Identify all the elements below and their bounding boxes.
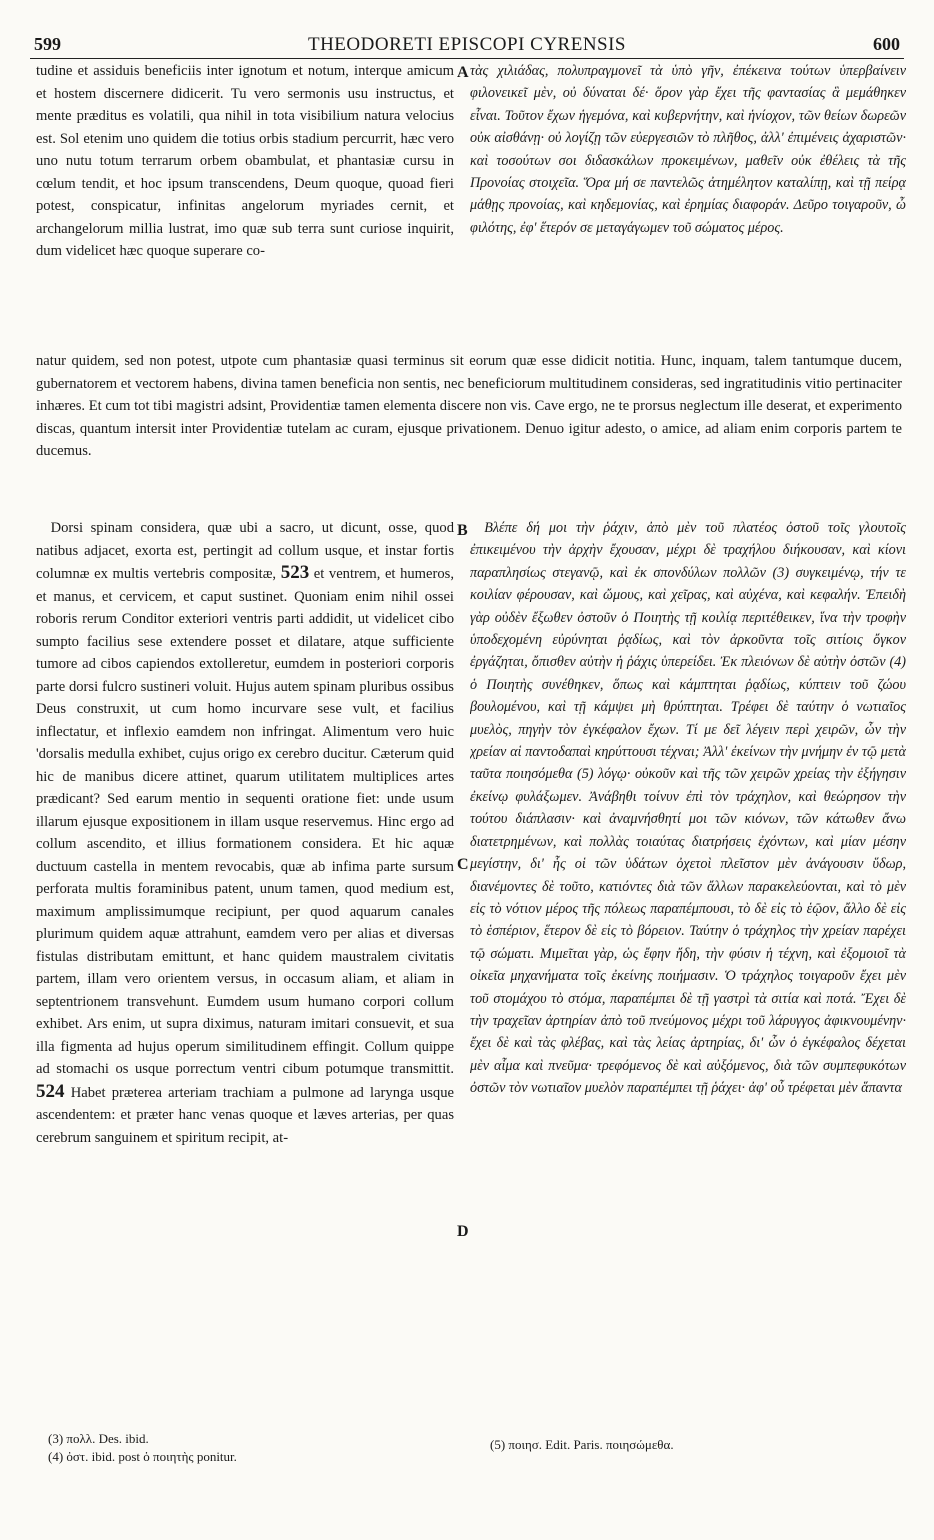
latin-text: et ventrem, et humeros, et manus, et cervicem, et caput sustinet. Quoniam enim nihil ossei roboris rerum Conditor exteriori ventris parti addidit, ut videlicet cibo sumpto facilius sese extendere posset et dilatare, atque sufficiente tumore ad cibos capiendos extolleretur, eumdem in posteriori corporis parte dorsi fulcro sustineri voluit. Hujus autem spinam pluribus ossibus Deus construxit, ut cum homo incurvare sese vult, et facilius inflectatur, et inflexio eamdem non infringat. Alimentum vero huic 'dorsalis medulla exhibet, cujus origo ex cerebro ducitur. Cæterum quid hic de manibus dicere attinet, quarum utilitatem multiplices artes prædicant? Sed earum mentio in sequenti oratione fiet: unde usum illarum ejusque expositionem in illam usque reservemus. Hinc ergo ad collum ascendito, et illius formationem considera. Et hic aquæ ductuum castella in mentem revocabis, quæ ab infima parte sursum perforata multis foraminibus patent, unum tamen, quod medium est, maximum amplissimumque recipiunt, per quod aquarum canales plurimum quidem aquæ attrahunt, eamdem vero per alias et diversas fistulas distributam emittunt, et hanc quidem maustralem civitatis partem, illam vero orientem versus, in occasum aliam, et aliam in septentrionem transvehunt. Eumdem usum humano corpori collum exhibet. Ars enim, ut supra diximus, naturam imitari consuevit, et sua illa figmenta ad hujus operum similitudinem effingit. Collum quippe ad stomachi os usque porrectum ventri cibum potumque transmittit. [36, 566, 454, 1077]
greek-paragraph [470, 517, 906, 1100]
latin-text: Dorsi spinam considera, quæ ubi a sacro, ut dicunt, osse, quod natibus adjacet, exorta est, pertingit ad collum usque, et instar fortis columnæ ex multis vertebris compositæ, [36, 520, 454, 582]
section-marker-c: C [457, 856, 469, 873]
page-header [30, 34, 904, 59]
page-number-left: 599 [34, 34, 61, 54]
latin-paragraph: tudine et assiduis beneficiis inter ignotum et notum, interque amicum et hostem discernere didicerit. Tu vero sermonis usu instructus, et mente præditus es volatili, qua nihil in tota visibilium natura velocius est. Sol etenim uno quidem die totius orbis stadium percurrit, hæc vero uno nutu totum terrarum orbem obambulat, et phantasiæ cursu in cœlum tendit, et hoc ipsum transcendens, Deum quoque, quoad fieri potest, conspicatur, infinitas angelorum myriades cernit, et archangelorum millia lustrat, imo quæ sub terra sunt curiose inquirit, dum videlicet hæc quoque superare co- [36, 63, 454, 259]
greek-text: Βλέπε δή μοι τὴν ῥάχιν, ἀπὸ μὲν τοῦ πλατέος ὀστοῦ τοῖς γλουτοῖς ἐπικειμένου τὴν ἀρχὴν ἔχουσαν, μέχρι δὲ τραχήλου διήκουσαν, καὶ κίονι παραπλησίως στεγανῷ, καὶ ἐκ σπονδύλων πολλῶν (3) συγκειμένῳ, τήν τε κοιλίαν φέρουσαν, καὶ ὤμους, καὶ χεῖρας, καὶ αὐχένα, καὶ κεφαλήν. Ἐπειδὴ γὰρ οὐδὲν ἔξωθεν ὀστοῦν ὁ Ποιητὴς τῇ κοιλίᾳ περιτέθεικεν, ἵνα τὴν τροφὴν ὑποδεχομένη εὐρύνηται ῥᾳδίως, καὶ τὸν ἀρκοῦντα τοῖς σιτίοις ὄγκον ἐργάζηται, ὄπισθεν αὐτὴν ἡ ῥάχις ὑπερείδει. Ἐκ πλειόνων δὲ αὐτὴν ὀστῶν (4) ὁ Ποιητὴς συνέθηκεν, ὅπως καὶ κάμπτηται ῥᾳδίως, κύπτειν τοῦ ζώου βουλομένου, καὶ τῇ κάμψει μὴ θρύπτηται. Τρέφει δὲ ταύτην ὁ νωτιαῖος μυελὸς, πηγὴν τὸν ἐγκέφαλον ἔχων. Τί με δεῖ λέγειν περὶ χειρῶν, ὧν τὴν χρείαν αἱ παντοδαπαὶ κηρύττουσι τέχναι; Ἀλλ' ἐκείνων τὴν μνήμην ἐν τῷ μετὰ ταῦτα ποιησόμεθα (5) λόγῳ· οὐκοῦν καὶ τῆς τῶν χειρῶν χρείας τὴν ἐξήγησιν ἐκείνῳ φυλάξωμεν. Ἀνάβηθι τοίνυν ἐπὶ τὸν τράχηλον, καὶ θεώρησον τὴν τούτου διάπλασιν· καὶ ἀναμνήσθητί μοι τῶν κιόνων, τῶν κάτωθεν ἄνω διατετρημένων, καὶ πολλὰς τοιαύτας διατρήσεις ἐχόντων, καὶ μίαν μέσην μεγίστην, δι' ἧς οἱ τῶν ὑδάτων ὀχετοὶ πλεῖστον μὲν ἀνάγουσιν ὕδωρ, διανέμοντες δὲ τοῦτο, κατιόντες διὰ τῶν ἄλλων παρακελεύονται, καὶ τὸ μὲν εἰς τὸ νότιον μέρος τῆς πόλεως παραπέμπουσι, τὸ δὲ εἰς τὸ ἑῷον, ἄλλο δὲ εἰς τὸ ἑσπέριον, ἕτερον δὲ εἰς τὸ βόρειον. Ταύτην ὁ τράχηλος τὴν χρείαν παρέχει τῷ σώματι. Μιμεῖται γὰρ, ὡς ἔφην ἤδη, τὴν φύσιν ἡ τέχνη, καὶ ἐξομοιοῖ τὰ οἰκεῖα μηχανήματα τοῖς ἐκείνης ποιήμασιν. Ὁ τράχηλος τοιγαροῦν ἔχει μὲν τοῦ στομάχου τὸ στόμα, παραπέμπει δὲ τῇ γαστρὶ τὰ σιτία καὶ ποτά. Ἔχει δὲ τὴν τραχεῖαν ἀρτηρίαν ἀπὸ τοῦ πνεύμονος μέχρι τοῦ λάρυγγος ἀφικνουμένην· ἔχει δὲ καὶ τὰς φλέβας, καὶ τὰς λείας ἀρτηρίας, δι' ὧν ὁ ἐγκέφαλος δέχεται μὲν αἷμα καὶ πνεῦμα· τρεφόμενος δὲ καὶ αὐξόμενος, διὰ τῶν συμπεφυκότων ὀστῶν τὸν νωτιαῖον μυελὸν παραπέμπει τῇ ῥάχει· ἀφ' οὗ τρέφεται μὲν ἅπαντα [470, 520, 906, 1097]
section-marker-a: A [457, 64, 469, 81]
footnotes-left [48, 1430, 448, 1466]
section-marker-d: D [457, 1223, 469, 1240]
footnotes-right [490, 1436, 900, 1454]
footnote: (4) ὀστ. ibid. post ὁ ποιητὴς ponitur. [48, 1449, 237, 1464]
latin-paragraph [36, 517, 454, 1149]
latin-column-top [36, 60, 454, 350]
greek-paragraph: τὰς χιλιάδας, πολυπραγμονεῖ τὰ ὑπὸ γῆν, ἐπέκεινα τούτων ὑπερβαίνειν φιλονεικεῖ μὲν, οὐ δύναται δέ· ὅρον γὰρ ἔχει τῆς φαντασίας ἃ μεμάθηκεν εἶναι. Τοῦτον ἔχων ἡγεμόνα, καὶ κυβερνήτην, καὶ ἡνίοχον, τῶν θείων δωρεῶν οὐκ αἰσθάνῃ· οὐ λογίζῃ τῶν εὐεργεσιῶν τὸ πλῆθος, ἀλλ' ἐπιμένεις ἀχαριστῶν· καὶ τοσούτων σοι διδασκάλων προκειμένων, μαθεῖν οὐκ ἐθέλεις τὰ τῆς Προνοίας στοιχεῖα. Ὅρα μή σε παντελῶς ἀτημέλητον καταλίπῃ, καὶ τῇ πείρᾳ μάθῃς προνοίας, καὶ κηδεμονίας, καὶ ἐρημίας διαφοράν. Δεῦρο τοιγαροῦν, ὦ φιλότης, ἐφ' ἕτερόν σε μεταγάγωμεν τοῦ σώματος μέρος. [470, 63, 906, 236]
greek-column-bottom [470, 517, 906, 1427]
latin-full-width-block [36, 350, 902, 514]
column-number: 524 [36, 1080, 65, 1102]
section-marker-b: B [457, 522, 468, 539]
page-number-right: 600 [873, 34, 900, 54]
footnote: (3) πολλ. Des. ibid. [48, 1431, 149, 1446]
latin-column-bottom [36, 517, 454, 1427]
running-title: THEODORETI EPISCOPI CYRENSIS [307, 34, 627, 55]
latin-paragraph: natur quidem, sed non potest, utpote cum phantasiæ quasi terminus sit eorum quæ esse didicit notitia. Hunc, inquam, talem tantumque ducem, gubernatorem et vectorem habens, divina tamen beneficia non sentis, nec beneficiorum multitudinem consideras, sed ingratitudinis vitio pertinaciter inhæres. Et cum tot tibi magistri adsint, Providentiæ tamen elementa discere non vis. Cave ergo, ne te prorsus neglectum ille deserat, et experimento discas, quantum intersit inter Providentiæ tutelam ac curam, ejusque privationem. Denuo igitur adesto, o amice, ad aliam enim corporis partem te ducemus. [36, 353, 902, 459]
footnote: (5) ποιησ. Edit. Paris. ποιησώμεθα. [490, 1437, 674, 1452]
greek-column-top [470, 60, 906, 350]
latin-text: Habet præterea arteriam trachiam a pulmone ad larynga usque ascendentem: et præter hanc venas quoque et læves arterias, per quas cerebrum sanguinem et spiritum recipit, at- [36, 1084, 454, 1146]
column-number: 523 [280, 562, 310, 583]
